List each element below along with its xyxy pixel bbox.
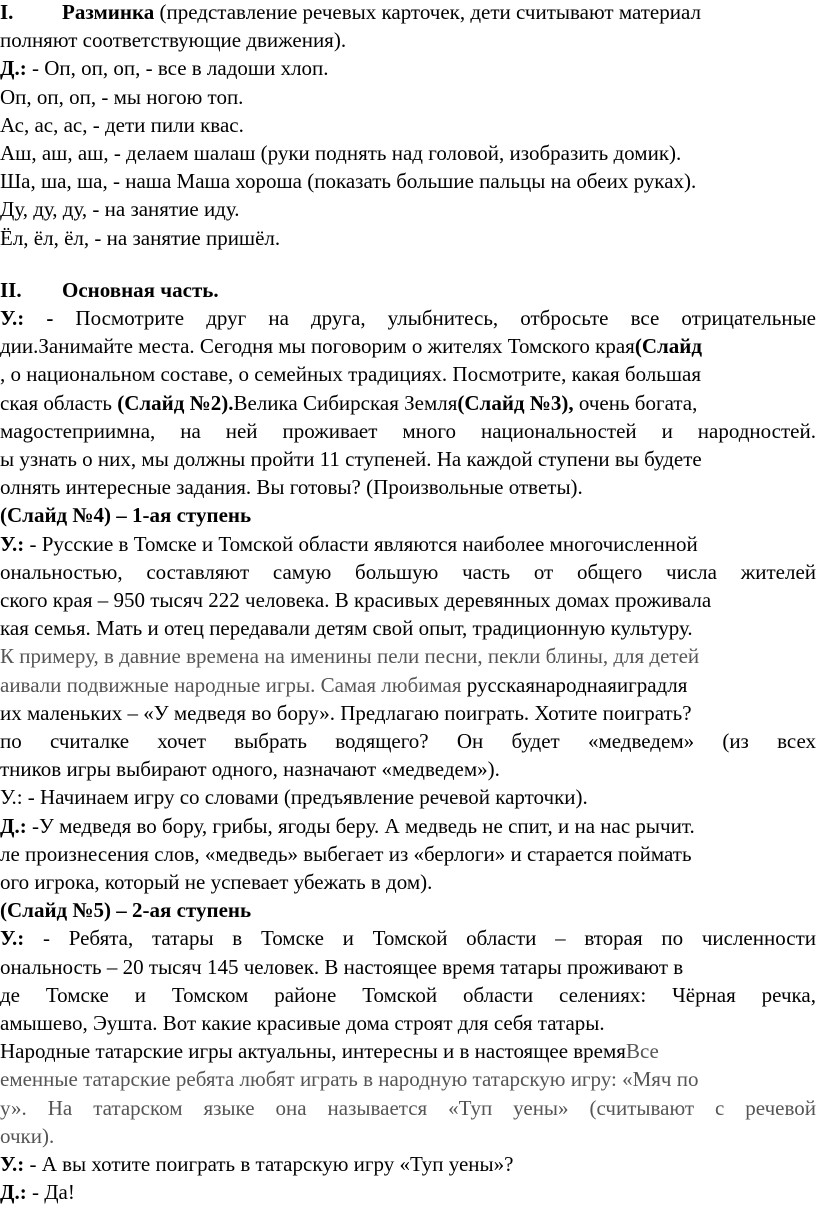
text-line: Ду, ду, ду, - на занятие иду. — [0, 197, 240, 221]
text-line — [0, 1150, 513, 1178]
text-line — [0, 530, 698, 558]
text-line — [0, 1178, 75, 1206]
section-heading-main — [0, 276, 219, 304]
speaker-label: Д.: — [0, 1180, 27, 1204]
slide-ref: (Слайд №2). — [117, 391, 234, 415]
text-line — [0, 924, 816, 952]
text-line: , о национальном составе, о семейных традициях. Посмотрите, какая большая — [0, 362, 702, 386]
text-line: Оп, оп, оп, - мы ногою топ. — [0, 85, 244, 109]
section-heading-warmup — [0, 0, 701, 26]
text-line: амышево, Эушта. Вот какие красивые дома строят для себя татары. — [0, 1011, 605, 1035]
text-line: ы узнать о них, мы должны пройти 11 ступеней. На каждой ступени вы будете — [0, 447, 702, 471]
text-line: ональностью, составляют самую большую часть от общего числа жителей — [0, 560, 816, 584]
text-span: Народные татарские игры актуальны, интересны и в настоящее время — [0, 1039, 626, 1063]
text-line — [0, 332, 702, 360]
text-line — [0, 54, 329, 82]
speaker-label: Д.: — [0, 56, 27, 80]
speaker-label: У.: - — [0, 306, 54, 330]
text-line — [0, 671, 687, 699]
text-line: очки). — [0, 1124, 55, 1148]
text-span: Все — [625, 1039, 659, 1063]
text-span: дии.Занимайте места. Сегодня мы поговорим о жителях Томского края — [0, 334, 635, 358]
text-line: Ёл, ёл, ёл, - на занятие пришёл. — [0, 226, 281, 250]
step-heading: (Слайд №5) – 2-ая ступень — [0, 898, 252, 922]
section-title: Основная часть. — [62, 278, 219, 302]
speaker-label: У.: — [0, 532, 25, 556]
text-line — [0, 389, 697, 417]
section-note: (представление речевых карточек, дети считывают материал — [154, 0, 701, 24]
text-line: еменные татарские ребята любят играть в народную татарскую игру: «Мяч по — [0, 1067, 699, 1091]
speaker-label: У.: — [0, 1152, 25, 1176]
text-line: де Томске и Томском районе Томской области селениях: Чёрная речка, — [0, 983, 816, 1007]
text-line: Аш, аш, аш, - делаем шалаш (руки поднять над головой, изобразить домик). — [0, 141, 682, 165]
speaker-label: У.: — [0, 926, 25, 950]
text-line — [0, 812, 695, 840]
slide-ref: (Слайд №3), — [457, 391, 574, 415]
slide-ref: (Слайд — [634, 334, 702, 358]
text-line: ональность – 20 тысяч 145 человек. В настоящее время татары проживают в — [0, 955, 684, 979]
text-line: ого игрока, который не успевает убежать в дом). — [0, 870, 433, 894]
section-title: Разминка — [62, 0, 155, 24]
text-span: очень богата, — [573, 391, 698, 415]
text-line — [0, 304, 816, 332]
text-line: их маленьких – «У медведя во бору». Предлагаю поиграть. Хотите поиграть? — [0, 701, 692, 725]
section-number: II. — [0, 278, 22, 302]
speech-text: - Русские в Томске и Томской области являются наиболее многочисленной — [24, 532, 698, 556]
text-line: Ша, ша, ша, - наша Маша хороша (показать большие пальцы на обеих руках). — [0, 169, 697, 193]
speech-text: - А вы хотите поиграть в татарскую игру «Туп уены»? — [24, 1152, 514, 1176]
text-line: К примеру, в давние времена на именины пели песни, пекли блины, для детей — [0, 644, 700, 668]
text-line: у». На татарском языке она называется «Туп уены» (считывают с речевой — [0, 1096, 816, 1120]
speech-text: -У медведя во бору, грибы, ягоды беру. А медведь не спит, и на нас рычит. — [26, 814, 695, 838]
text-line: ле произнесения слов, «медведь» выбегает из «берлоги» и старается поймать — [0, 842, 692, 866]
speech-text: Посмотрите друг на друга, улыбнитесь, отбросьте все отрицательные — [53, 306, 816, 330]
speech-text: - Ребята, татары в Томске и Томской области – вторая по численности — [24, 926, 816, 950]
text-span: ская область — [0, 391, 118, 415]
text-line — [0, 1037, 659, 1065]
text-line: кая семья. Мать и отец передавали детям свой опыт, традиционную культуру. — [0, 616, 693, 640]
text-line: Ас, ас, ас, - дети пили квас. — [0, 113, 244, 137]
speaker-label: Д.: — [0, 814, 27, 838]
text-span: Велика Сибирская Земля — [233, 391, 458, 415]
step-heading: (Слайд №4) – 1-ая ступень — [0, 503, 252, 527]
section-number: I. — [0, 0, 14, 24]
text-line: по считалке хочет выбрать водящего? Он будет «медведем» (из всех — [0, 729, 816, 753]
text-line: мagостеприимна, на ней проживает много национальностей и народностей. — [0, 419, 816, 443]
text-line: ского края – 950 тысяч 222 человека. В красивых деревянных домах проживала — [0, 588, 712, 612]
speech-text: - Оп, оп, оп, - все в ладоши хлоп. — [26, 56, 329, 80]
text-span: русскаянароднаяиградля — [466, 673, 688, 697]
text-line: У.: - Начинаем игру со словами (предъявление речевой карточки). — [0, 785, 588, 809]
text-line: тников игры выбирают одного, назначают «медведем»). — [0, 757, 500, 781]
text-line: олнять интересные задания. Вы готовы? (Произвольные ответы). — [0, 475, 583, 499]
speech-text: - Да! — [26, 1180, 75, 1204]
text-span: аивали подвижные народные игры. Самая любимая — [0, 673, 467, 697]
text-line: полняют соответствующие движения). — [0, 28, 347, 52]
